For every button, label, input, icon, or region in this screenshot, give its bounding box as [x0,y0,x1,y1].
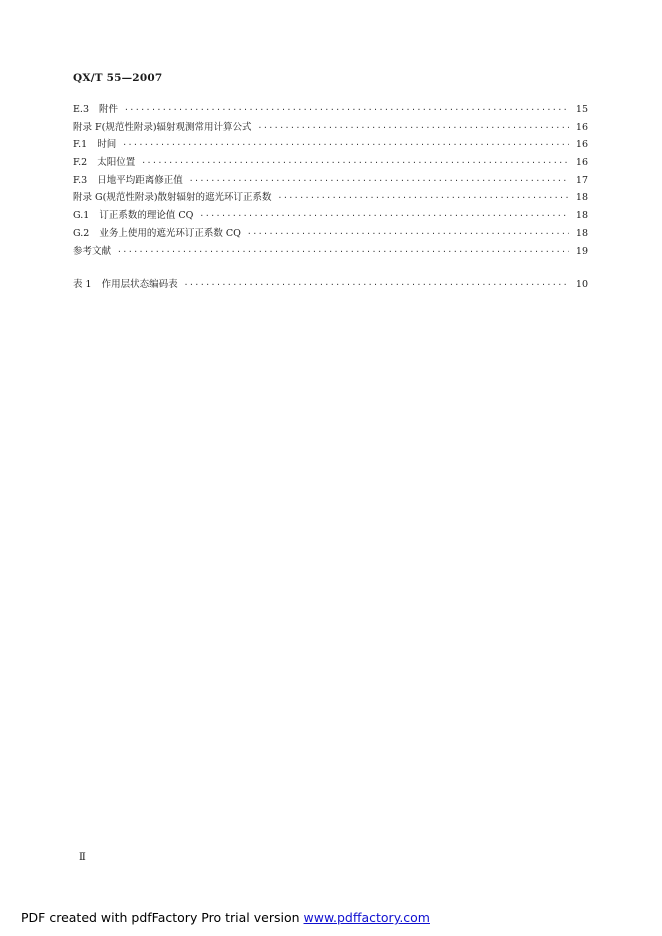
toc-entry-title: 作用层状态编码表 [101,279,178,291]
toc-entry-references[interactable] [73,243,588,261]
toc-entry-page: 15 [575,104,588,115]
dot-leader [141,154,569,172]
document-code: QX/T 55—2007 [73,72,163,84]
toc-entry-number: G.1 [73,210,90,222]
dot-leader [124,101,569,119]
toc-entry-number: E.3 [73,104,89,115]
watermark-text: PDF created with pdfFactory Pro trial version [21,910,304,925]
toc-entry-number: G.2 [73,227,90,239]
toc-entry-number: 表 1 [73,279,92,291]
dot-leader [278,189,569,207]
toc-entry-title: 附录 G(规范性附录)散射辐射的遮光环订正系数 [73,192,272,204]
dot-leader [184,276,569,294]
toc-entry-number: F.1 [73,139,88,151]
toc-entry-number: F.3 [73,174,88,186]
toc-entry-page: 10 [575,279,588,291]
toc-entry-title: 业务上使用的遮光环订正系数 CQ [99,227,241,239]
toc-entry-page: 16 [575,139,588,151]
toc-entry-page: 17 [575,174,588,186]
toc-entry-g2[interactable] [73,225,588,243]
toc-entry-page: 16 [575,121,588,133]
toc-entry-page: 18 [575,210,588,222]
toc-entry-title: 订正系数的理论值 CQ [99,210,194,222]
toc-entry-title: 附录 F(规范性附录)辐射观测常用计算公式 [73,121,252,133]
toc-entry-page: 16 [575,157,588,169]
toc-entry-title: 附件 [99,104,119,115]
watermark-link[interactable]: www.pdffactory.com [303,910,430,925]
dot-leader [117,243,569,261]
toc-entry-title: 参考文献 [73,245,112,257]
toc-entry-f2[interactable] [73,154,588,172]
dot-leader [199,207,569,225]
toc-entry-title: 日地平均距离修正值 [97,174,183,186]
dot-leader [258,119,569,137]
toc-entry-number: F.2 [73,157,88,169]
toc-entry-e3[interactable] [73,101,588,119]
toc-entry-title: 时间 [97,139,117,151]
dot-leader [122,136,569,154]
toc-entry-g1[interactable] [73,207,588,225]
toc-entry-appendix-f[interactable] [73,119,588,137]
table-of-contents [73,101,588,294]
pdf-watermark [21,910,430,925]
dot-leader [189,172,569,190]
toc-entry-page: 18 [575,192,588,204]
toc-entry-appendix-g[interactable] [73,189,588,207]
toc-entry-title: 太阳位置 [97,157,136,169]
toc-entry-page: 19 [575,245,588,257]
toc-entry-f3[interactable] [73,172,588,190]
dot-leader [247,225,569,243]
toc-entry-f1[interactable] [73,136,588,154]
toc-entry-page: 18 [575,227,588,239]
page-number: Ⅱ [79,852,86,863]
toc-entry-table-1[interactable] [73,276,588,294]
